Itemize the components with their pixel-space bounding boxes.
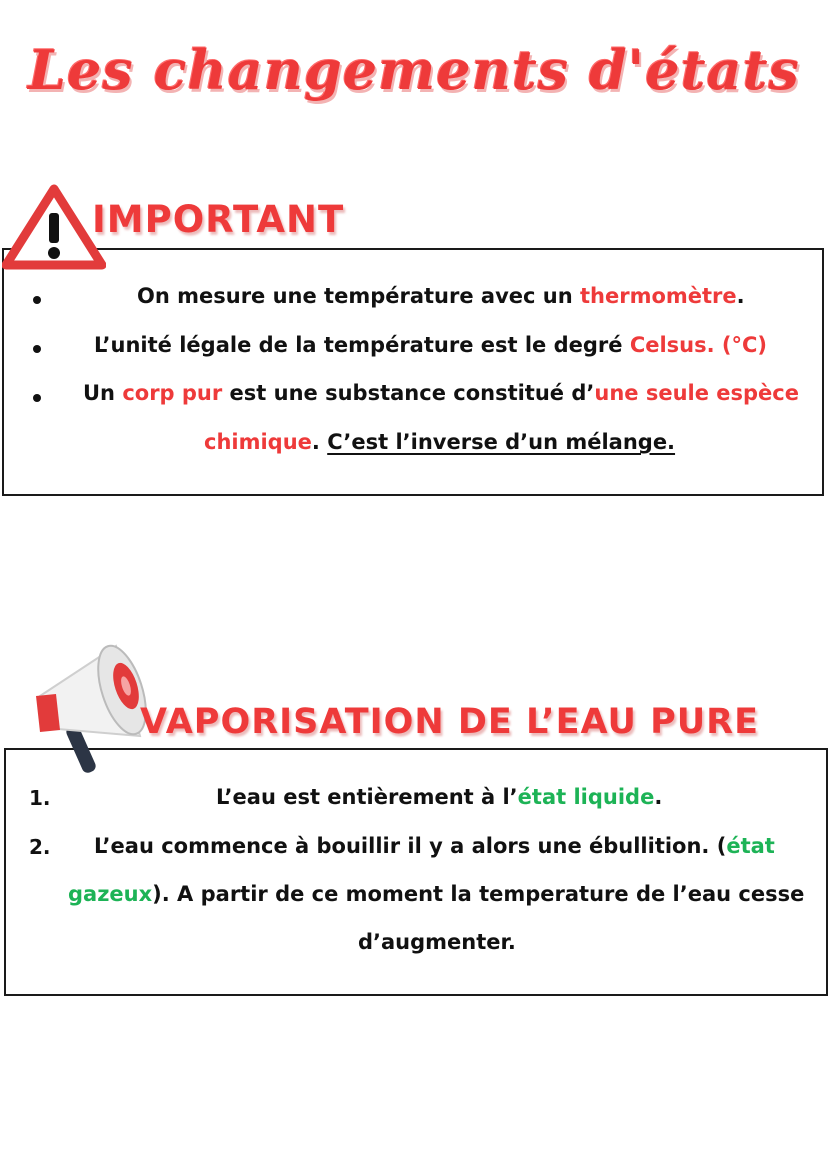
vaporisation-heading: VAPORISATION DE L’EAU PURE (140, 702, 760, 742)
highlight-espece: une seule espèce (594, 381, 799, 405)
list-number: 1. (29, 786, 51, 810)
vaporisation-line-2b (68, 882, 804, 906)
highlight-thermometre: thermomètre (580, 284, 737, 308)
text: L’unité légale de la température est le degré (94, 333, 630, 357)
important-line-3b (204, 430, 675, 454)
highlight-etat: état (726, 834, 775, 858)
text: . (311, 430, 328, 454)
highlight-celsus: Celsus. (°C) (629, 333, 768, 357)
list-number: 2. (29, 835, 51, 859)
text: d’augmenter. (358, 930, 516, 954)
vaporisation-line-2c (358, 930, 516, 954)
text: L’eau est entièrement à l’ (216, 785, 518, 809)
text: Un (83, 381, 123, 405)
text: est une substance constitué d’ (222, 381, 595, 405)
important-line-3 (83, 381, 799, 405)
text: ). A partir de ce moment la temperature de l’eau cesse (152, 882, 805, 906)
page-title: Les changements d'états (28, 38, 800, 102)
highlight-corp-pur: corp pur (122, 381, 223, 405)
bullet (33, 296, 41, 304)
highlight-etat-liquide: état liquide (517, 785, 655, 809)
highlight-gazeux: gazeux (68, 882, 153, 906)
important-line-1 (137, 284, 745, 308)
warning-icon (2, 183, 106, 271)
underlined-melange: C’est l’inverse d’un mélange. (327, 430, 676, 454)
text: On mesure une température avec un (137, 284, 580, 308)
vaporisation-line-2 (94, 834, 775, 858)
highlight-chimique: chimique (204, 430, 312, 454)
bullet (33, 394, 41, 402)
megaphone-icon (22, 636, 154, 781)
bullet (33, 345, 41, 353)
important-line-2 (94, 333, 767, 357)
vaporisation-line-1 (216, 785, 662, 809)
text: . (736, 284, 745, 308)
important-heading: IMPORTANT (92, 198, 345, 241)
text: L’eau commence à bouillir il y a alors une ébullition. ( (94, 834, 727, 858)
text: . (654, 785, 663, 809)
